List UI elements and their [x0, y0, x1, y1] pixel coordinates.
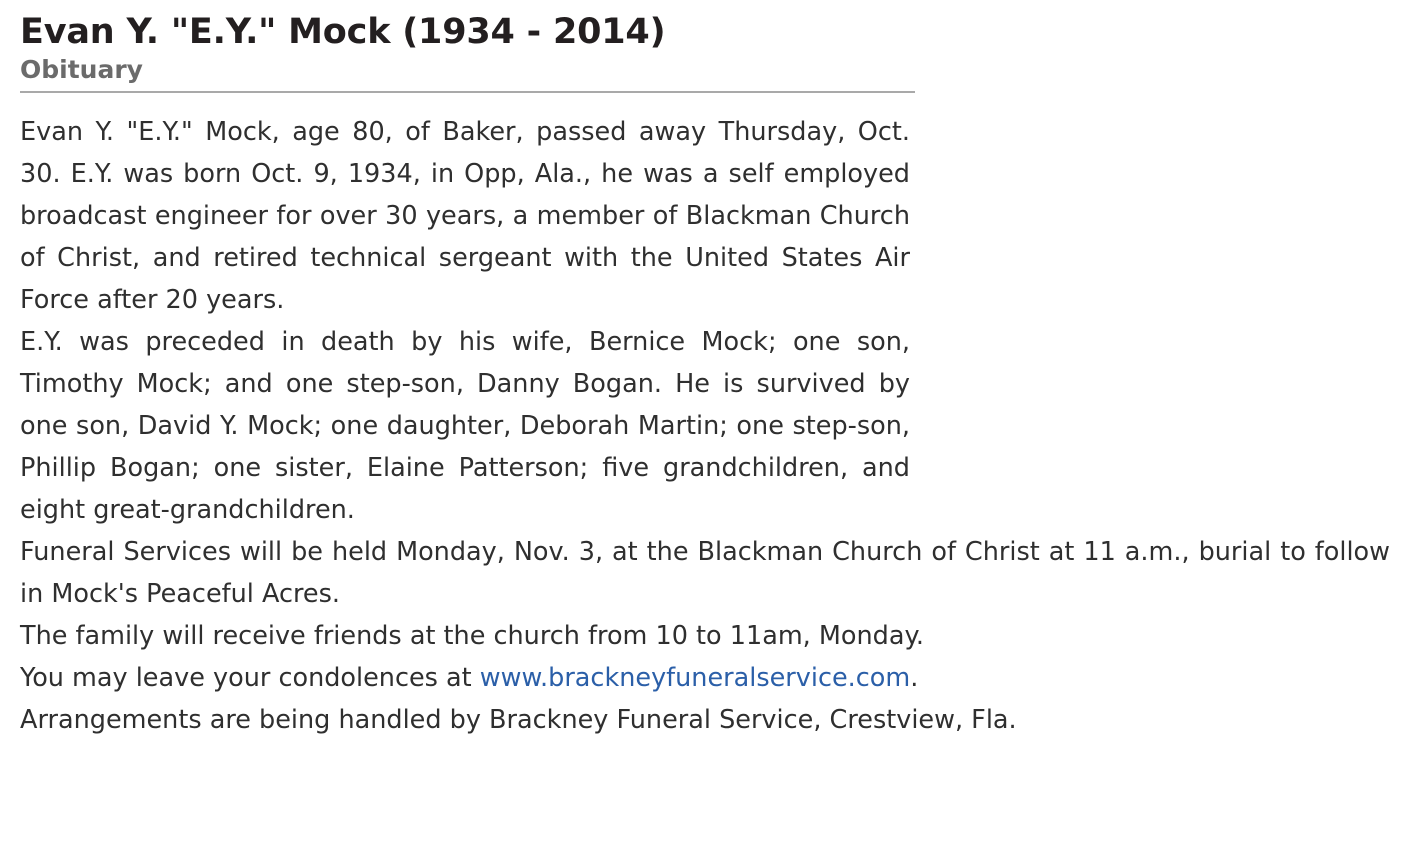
- obituary-paragraph-4: The family will receive friends at the church from 10 to 11am, Monday.: [20, 621, 925, 651]
- obituary-body-column: [20, 111, 910, 531]
- obituary-body-wide: [20, 531, 1390, 741]
- obituary-paragraph-1: Evan Y. "E.Y." Mock, age 80, of Baker, passed away Thursday, Oct. 30. E.Y. was born Oct. 9, 1934, in Opp, Ala., he was a self employed broadcast engineer for over 30 years, a member of Blackman Church of Christ, and retired technical sergeant with the United States Air Force after 20 years.: [20, 117, 910, 315]
- title-divider: [20, 91, 915, 93]
- obituary-paragraph-condolences: [20, 657, 1390, 699]
- condolences-trailing-period: .: [910, 663, 919, 693]
- condolences-lead-text: You may leave your condolences at: [20, 663, 480, 693]
- obituary-paragraph-5: Arrangements are being handled by Brackney Funeral Service, Crestview, Fla.: [20, 705, 1017, 735]
- obituary-paragraph-3: Funeral Services will be held Monday, Nov. 3, at the Blackman Church of Christ at 11 a.m., burial to follow in Mock's Peaceful Acres.: [20, 537, 1390, 609]
- funeral-home-website-link[interactable]: www.brackneyfuneralservice.com: [479, 663, 911, 693]
- page-title: Evan Y. "E.Y." Mock (1934 - 2014): [20, 12, 666, 52]
- section-heading-obituary: Obituary: [20, 55, 143, 85]
- obituary-paragraph-2: E.Y. was preceded in death by his wife, Bernice Mock; one son, Timothy Mock; and one step-son, Danny Bogan. He is survived by one son, David Y. Mock; one daughter, Deborah Martin; one step-son, Phillip Bogan; one sister, Elaine Patterson; five grandchildren, and eight great-grandchildren.: [20, 327, 910, 525]
